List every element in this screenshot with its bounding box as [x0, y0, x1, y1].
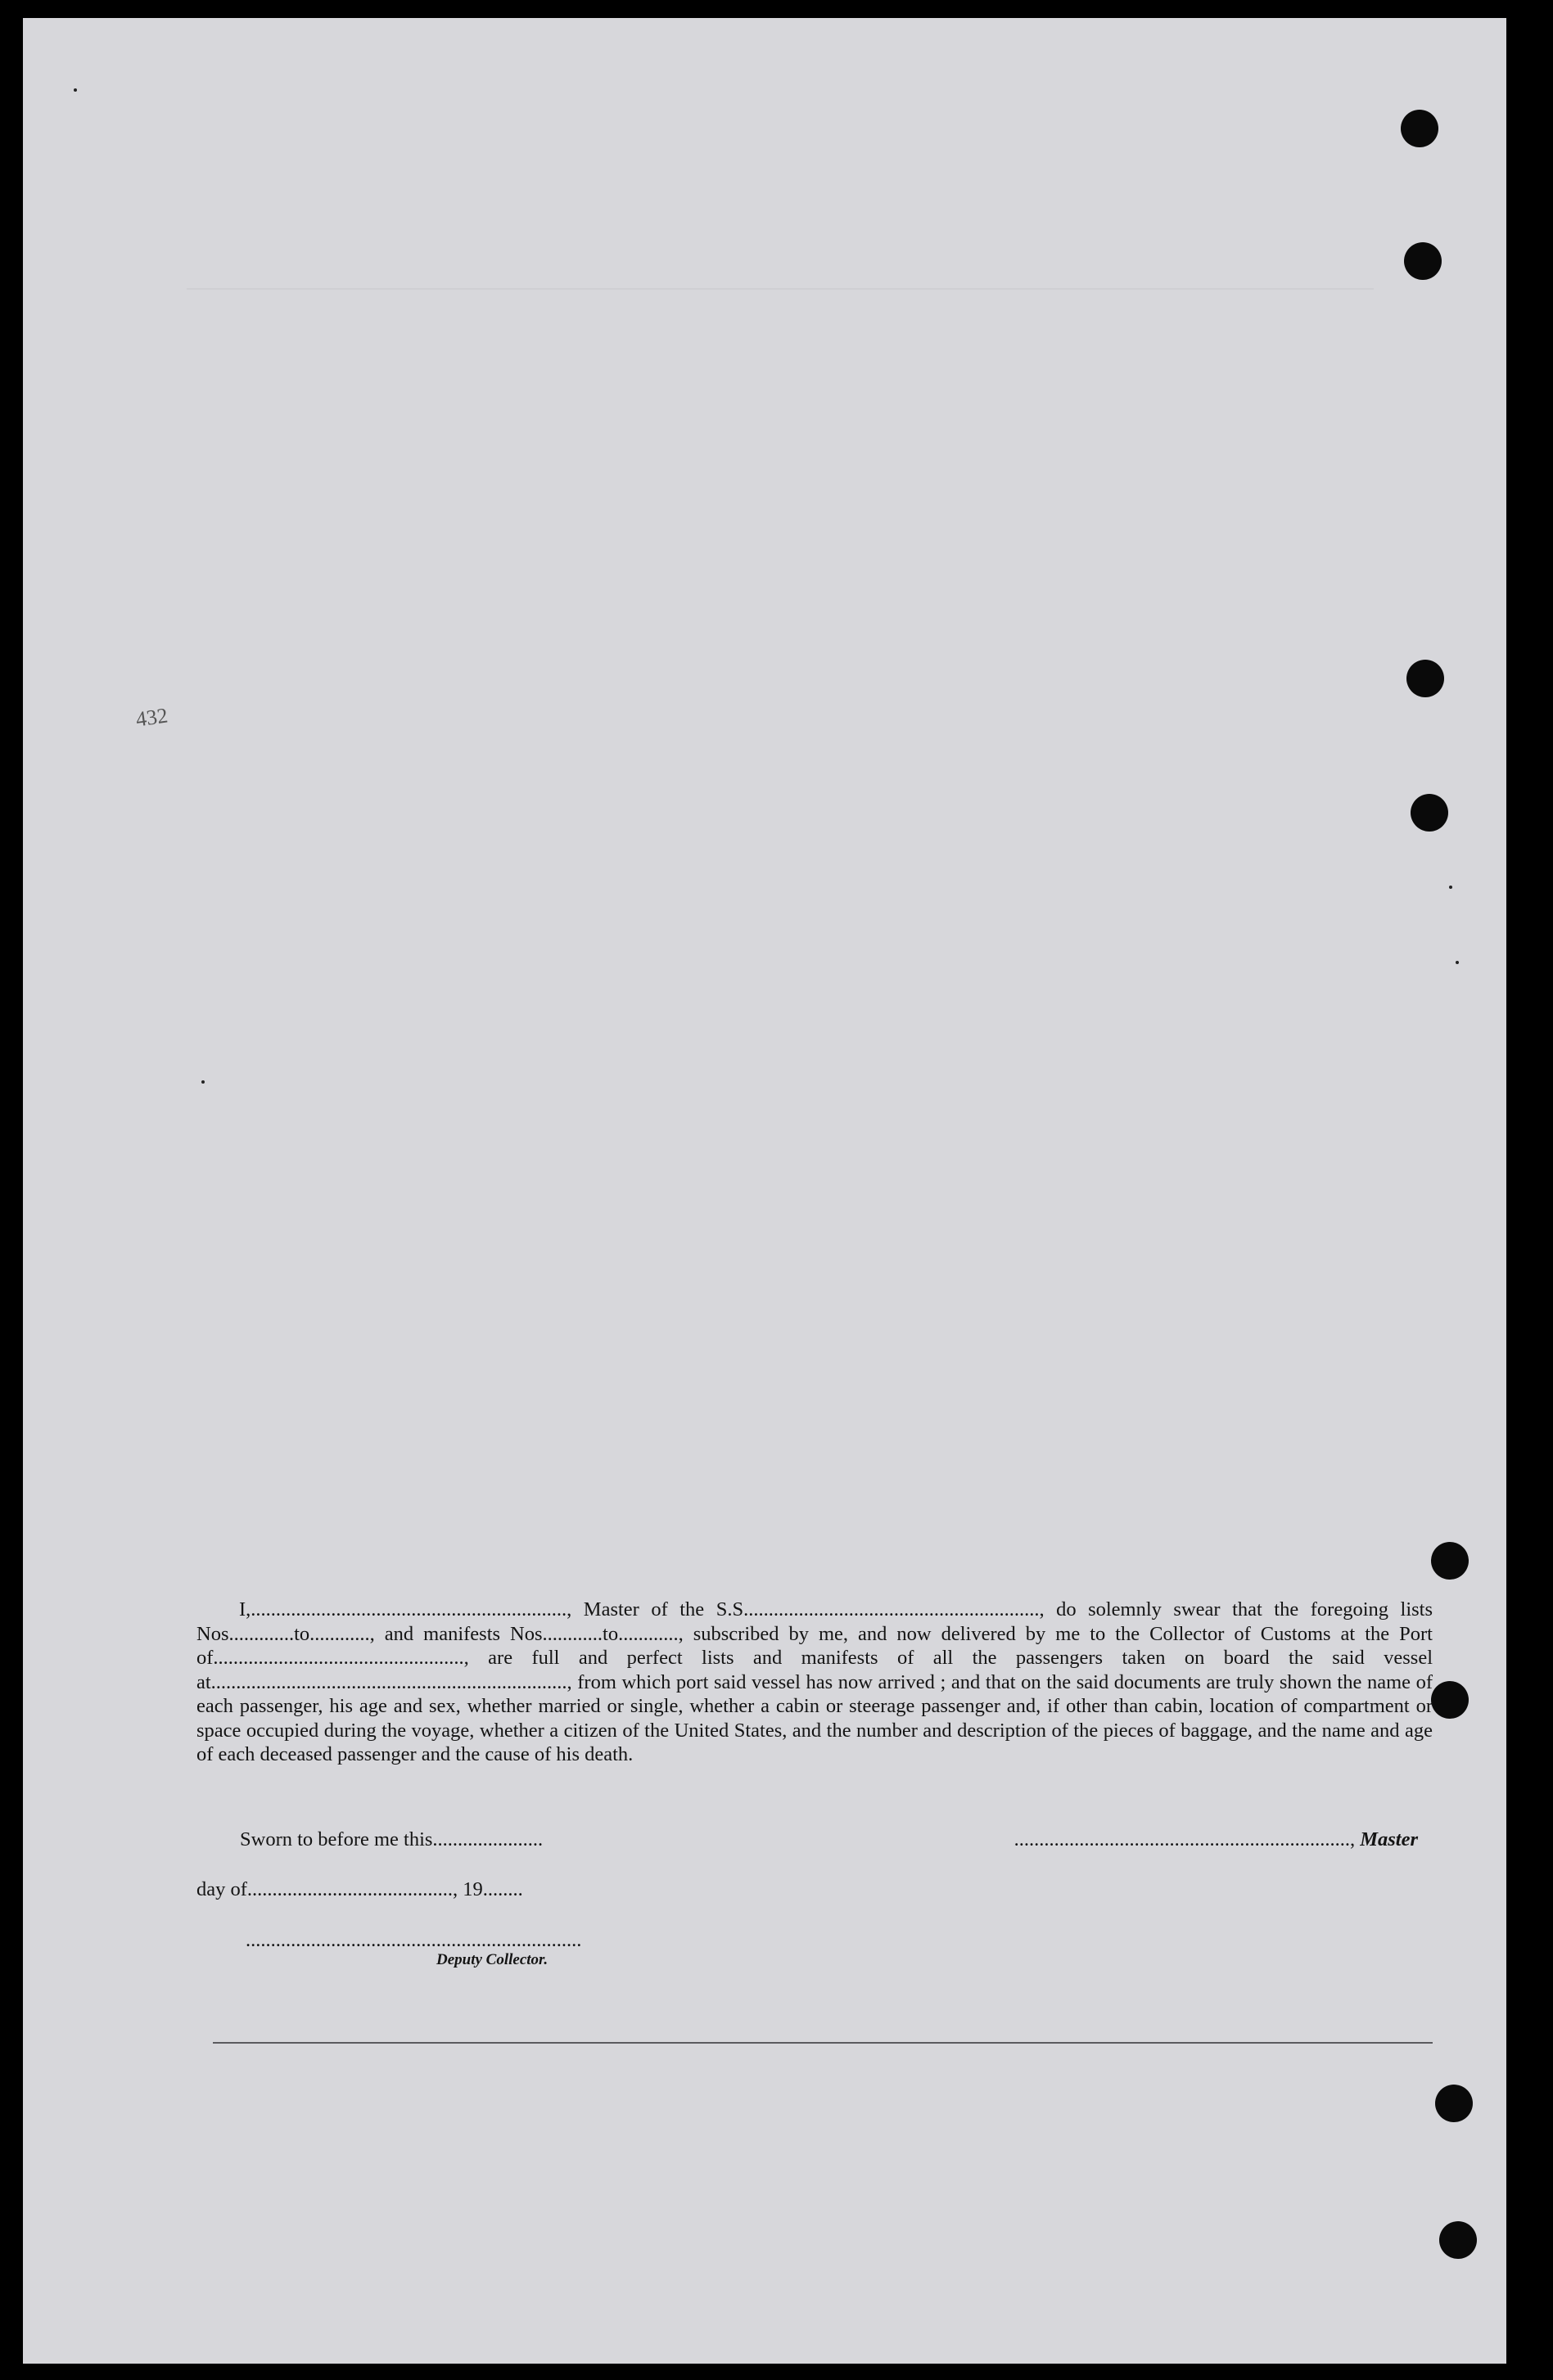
scan-speck	[1449, 886, 1452, 889]
scan-speck	[201, 1080, 205, 1084]
punch-hole-6	[1431, 1681, 1469, 1719]
scan-speck	[74, 88, 77, 92]
document-page	[23, 18, 1506, 2364]
oath-text: I,..............................................................., Master of the S.S..........................................................., do solemnly swear that the foregoing lists Nos.............to............, and manifests Nos............to............, subscribed by me, and now delivered by me to the Collector of Customs at the Port of.................................................., are full and perfect lists and manifests of all the passengers taken on board the said vessel at......................................................................., from which port said vessel has now arrived ; and that on the said documents are truly shown the name of each passenger, his age and sex, whether married or single, whether a cabin or steerage passenger and, if other than cabin, location of compartment or space occupied during the voyage, whether a citizen of the United States, and the number and description of the pieces of baggage, and the name and age of each deceased passenger and the cause of his death.	[196, 1598, 1433, 1765]
bottom-divider	[213, 2042, 1433, 2044]
faded-rule	[187, 288, 1374, 290]
deputy-signature-dots: ...................................................................	[246, 1929, 582, 1951]
scan-speck	[1456, 961, 1459, 964]
day-of-line: day of........................................., 19........	[196, 1878, 523, 1900]
handwritten-margin-number: 432	[134, 703, 169, 732]
punch-hole-8	[1439, 2221, 1477, 2259]
master-label: Master	[1360, 1828, 1418, 1850]
sworn-line: Sworn to before me this......................	[240, 1828, 544, 1850]
deputy-collector-label: Deputy Collector.	[436, 1951, 549, 1968]
faded-header-bleedthrough	[187, 128, 1456, 153]
punch-hole-5	[1431, 1542, 1469, 1580]
punch-hole-7	[1435, 2085, 1473, 2122]
punch-hole-4	[1411, 794, 1448, 832]
punch-hole-2	[1404, 242, 1442, 280]
master-signature-line	[1014, 1828, 1418, 1851]
oath-paragraph	[196, 1598, 1433, 1767]
punch-hole-1	[1401, 110, 1438, 147]
punch-hole-3	[1406, 660, 1444, 697]
master-signature-dots: ...................................................................,	[1014, 1828, 1361, 1850]
